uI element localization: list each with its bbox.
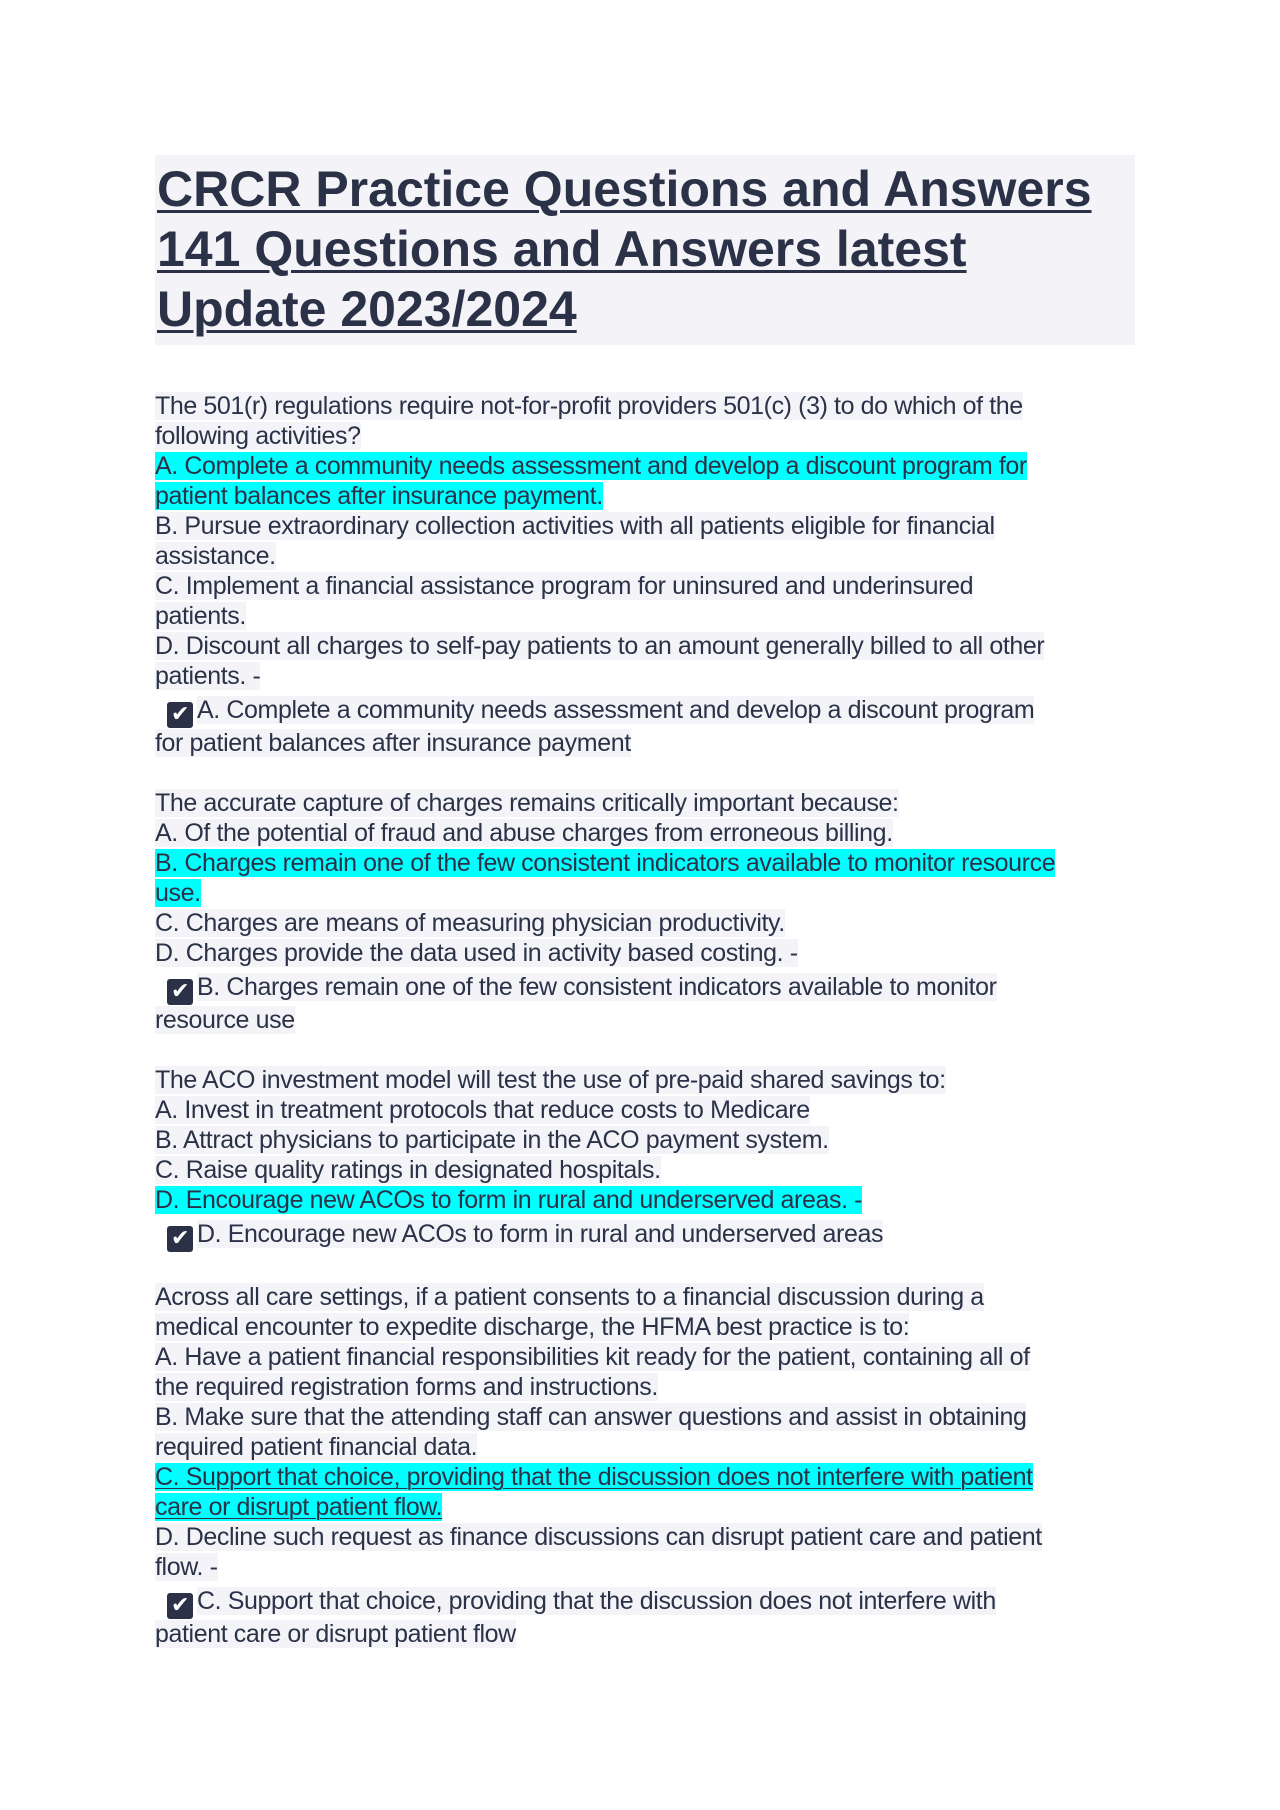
question-block-1 [155,391,1135,758]
answer-block [155,695,1135,758]
question-text: The ACO investment model will test the use of pre-paid shared savings to: [155,1066,946,1094]
document-title [155,155,1135,345]
answer-block [155,972,1135,1035]
option-text: A. Of the potential of fraud and abuse charges from erroneous billing. [155,819,893,847]
highlighted-option: use. [155,879,201,907]
option-text: assistance. [155,542,276,570]
check-box-icon: ✔ [167,702,193,728]
question-text: following activities? [155,422,361,450]
option-text: D. Charges provide the data used in activity based costing. - [155,939,798,967]
option-text: A. Invest in treatment protocols that reduce costs to Medicare [155,1096,810,1124]
check-box-icon: ✔ [167,1593,193,1619]
highlighted-option: care or disrupt patient flow. [155,1493,443,1521]
question-block-3 [155,1065,1135,1252]
question-text: The 501(r) regulations require not-for-profit providers 501(c) (3) to do which of the [155,392,1023,420]
option-text: D. Discount all charges to self-pay patients to an amount generally billed to all other [155,632,1045,660]
highlighted-option: B. Charges remain one of the few consistent indicators available to monitor resource [155,849,1056,877]
option-text: A. Have a patient financial responsibilities kit ready for the patient, containing all of [155,1343,1030,1371]
answer-block [155,1219,1135,1252]
answer-text: ✔ B. Charges remain one of the few consistent indicators available to monitor [155,972,1135,1005]
answer-text: for patient balances after insurance payment [155,729,631,757]
title-line: 141 Questions and Answers latest [157,221,967,277]
question-block-2 [155,788,1135,1035]
question-text: medical encounter to expedite discharge, the HFMA best practice is to: [155,1313,910,1341]
highlighted-option: C. Support that choice, providing that the discussion does not interfere with patient [155,1463,1033,1491]
option-text: C. Implement a financial assistance program for uninsured and underinsured [155,572,974,600]
answer-text: resource use [155,1006,295,1034]
answer-text: ✔ D. Encourage new ACOs to form in rural and underserved areas [155,1219,1135,1252]
option-text: flow. - [155,1553,218,1581]
option-text: C. Charges are means of measuring physician productivity. [155,909,785,937]
option-text: D. Decline such request as finance discussions can disrupt patient care and patient [155,1523,1042,1551]
question-text: The accurate capture of charges remains critically important because: [155,789,899,817]
highlighted-option: patient balances after insurance payment. [155,482,603,510]
option-text: required patient financial data. [155,1433,478,1461]
answer-block [155,1586,1135,1649]
question-list [155,391,1135,1649]
document-page [155,155,1135,1679]
option-text: patients. [155,602,246,630]
option-text: B. Pursue extraordinary collection activities with all patients eligible for financial [155,512,995,540]
answer-text: ✔ C. Support that choice, providing that the discussion does not interfere with [155,1586,1135,1619]
highlighted-option: D. Encourage new ACOs to form in rural and underserved areas. - [155,1186,863,1214]
title-line: Update 2023/2024 [157,281,577,337]
check-box-icon: ✔ [167,1226,193,1252]
answer-text: ✔ A. Complete a community needs assessment and develop a discount program [155,695,1135,728]
option-text: B. Attract physicians to participate in the ACO payment system. [155,1126,829,1154]
title-line: CRCR Practice Questions and Answers [157,161,1092,217]
answer-text: patient care or disrupt patient flow [155,1620,516,1648]
option-text: patients. - [155,662,261,690]
highlighted-option: A. Complete a community needs assessment and develop a discount program for [155,452,1027,480]
option-text: the required registration forms and instructions. [155,1373,658,1401]
question-text: Across all care settings, if a patient consents to a financial discussion during a [155,1283,984,1311]
question-block-4 [155,1282,1135,1649]
check-box-icon: ✔ [167,979,193,1005]
option-text: C. Raise quality ratings in designated hospitals. [155,1156,661,1184]
option-text: B. Make sure that the attending staff can answer questions and assist in obtaining [155,1403,1027,1431]
